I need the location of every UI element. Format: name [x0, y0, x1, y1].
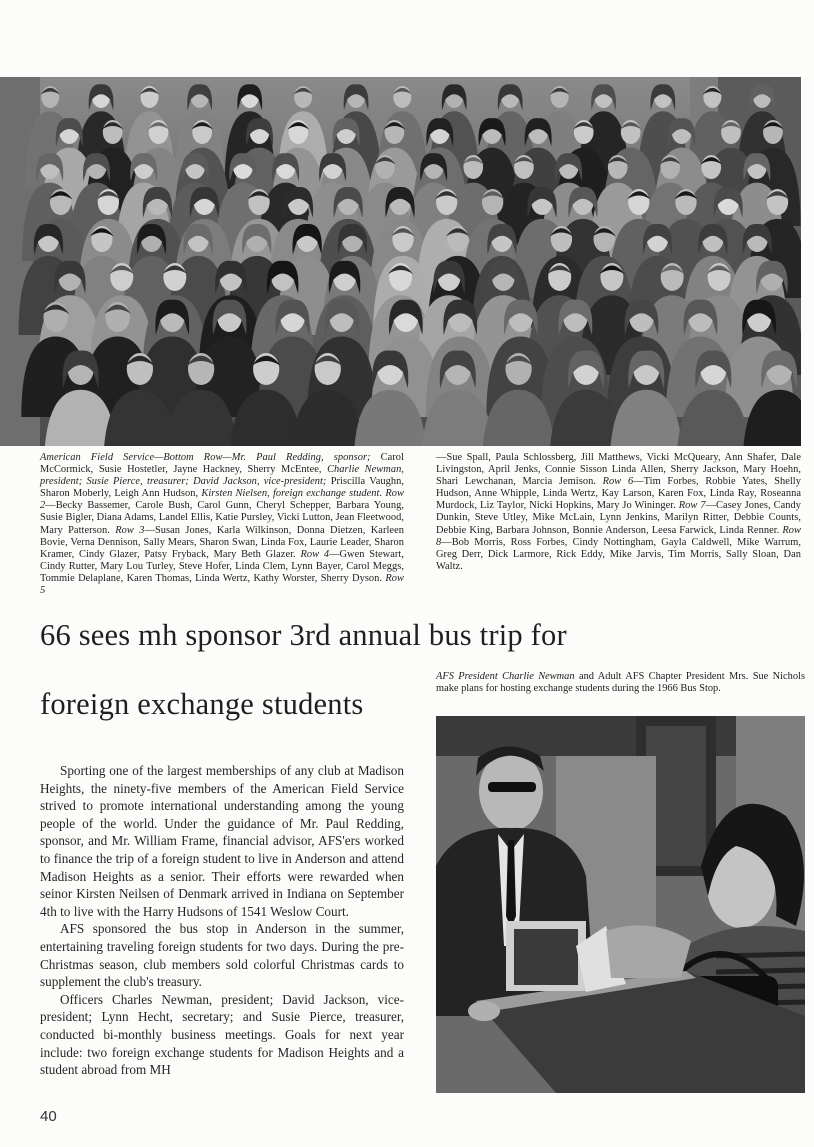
caption-names-1: Carol McCormick, Susie Hostetler, Jayne Hackney, Sherry McEntee,	[40, 452, 404, 476]
caption-row5-label: Row 5	[40, 572, 404, 597]
caption-row8-label: Row 8	[436, 524, 801, 548]
desk-photo	[436, 716, 805, 1093]
caption-names-3: —Becky Bassemer, Carole Bush, Carol Gunn, Cheryl Schepper, Barbara Young, Susie Bigler, Diana Adams, Landel Ellis, Katie Pursley, Vicki Lutton, Jean Fleetwood, Mary Patterson.	[40, 500, 404, 536]
caption-row6-label: Row 6	[602, 476, 634, 488]
caption-exchange: Kirsten Nielsen, foreign exchange student. Row 2	[40, 488, 404, 512]
caption-lead: American Field Service—Bottom Row—Mr. Paul Redding, sponsor;	[40, 452, 371, 463]
article-paragraph: AFS sponsored the bus stop in Anderson in the summer, entertaining traveling foreign students for two days. During the pre-Christmas season, club members sold colorful Christmas cards to supplement the club's treasury.	[40, 921, 404, 990]
article-body	[40, 762, 404, 1079]
desk-caption-text: and Adult AFS Chapter President Mrs. Sue Nichols make plans for hosting exchange students during the 1966 Bus Stop.	[436, 671, 805, 695]
caption-names-8: —Casey Jones, Candy Dunkin, Steve Utley, Mike McLain, Lynn Jenkins, Marilyn Ritter, Debbie Counts, Debbie King, Barbara Johnson, Bonnie Anderson, Leesa Farwick, Linda Renner.	[436, 500, 801, 536]
article-paragraph: Sporting one of the largest memberships of any club at Madison Heights, the ninety-five members of the American Field Service strived to promote international understanding among the young people of the world. Under the guidance of Mr. Paul Redding, sponsor, and Mr. William Frame, financial advisor, AFS'ers worked to finance the trip of a foreign student to live in Anderson and attend Madison Heights as a senior. Their efforts were rewarded when seinor Kirsten Neilsen of Denmark arrived in Indiana on September 4th to live with the Harry Hudsons of 1541 Weslow Court.	[40, 763, 404, 919]
caption-names-2: Priscilla Vaughn, Sharon Moberly, Leigh Ann Hudson,	[40, 476, 404, 500]
caption-names-9: —Bob Morris, Ross Forbes, Cindy Nottingham, Gayla Caldwell, Mike Warrum, Greg Derr, Dick Larmore, Rick Eddy, Mike Jarvis, Tim Morris, Sally Sloan, Dan Waltz.	[436, 536, 801, 572]
caption-names-6: —Sue Spall, Paula Schlossberg, Jill Matthews, Vicki McQueary, Ann Shafer, Dale Livingston, April Jenks, Connie Sisson Linda Allen, Sherry Jackson, Mary Hoehn, Shari Lewchanan, Marcia Jemison.	[436, 452, 801, 488]
desk-photo-caption	[436, 671, 805, 695]
caption-names-7: —Tim Forbes, Robbie Yates, Shelly Hudson, Anne Whipple, Linda Wertz, Kay Larson, Karen Fox, Linda Ray, Roseanna Murdock, Liz Taylor, Nicki Hopkins, Mary Jo Wininger.	[436, 476, 801, 512]
caption-names-5: —Gwen Stewart, Cindy Rutter, Mary Lou Turley, Steve Hofer, Linda Clem, Lynn Bayer, Carol Meggs, Tommie Delaplane, Karen Thomas, Linda Wertz, Kathy Worster, Sherry Dyson.	[40, 548, 404, 584]
caption-row3-label: Row 3	[115, 524, 145, 536]
desk-photo-art	[436, 716, 805, 1093]
caption-names-4: —Susan Jones, Karla Wilkinson, Donna Dietzen, Karleen Bovie, Verna Dennison, Sally Mears, Sharon Swan, Linda Fox, Laurie Leader, Sharon Kramer, Cindy Glazer, Patsy Fryback, Mary Beth Glazer.	[40, 524, 404, 560]
group-caption-col-2	[436, 452, 801, 612]
headline-line-1: 66 sees mh sponsor 3rd annual bus trip for	[40, 618, 567, 652]
caption-officers: Charlie Newman, president; Susie Pierce, treasurer; David Jackson, vice-president;	[40, 464, 404, 488]
desk-caption-subject: AFS President Charlie Newman	[436, 671, 575, 682]
group-photo	[0, 77, 801, 446]
caption-row4-label: Row 4	[300, 548, 330, 560]
group-photo-art	[0, 77, 801, 446]
caption-row7-label: Row 7	[678, 500, 706, 512]
group-caption-col-1	[40, 452, 404, 612]
headline-line-2: foreign exchange students	[40, 687, 364, 721]
article-paragraph: Officers Charles Newman, president; David Jackson, vice-president; Lynn Hecht, secretary; and Susie Pierce, treasurer, conducted bi-monthly business meetings. Goals for next year include: two foreign exchange students for Madison Heights and a student abroad from MH	[40, 991, 404, 1078]
page-number: 40	[40, 1108, 57, 1125]
